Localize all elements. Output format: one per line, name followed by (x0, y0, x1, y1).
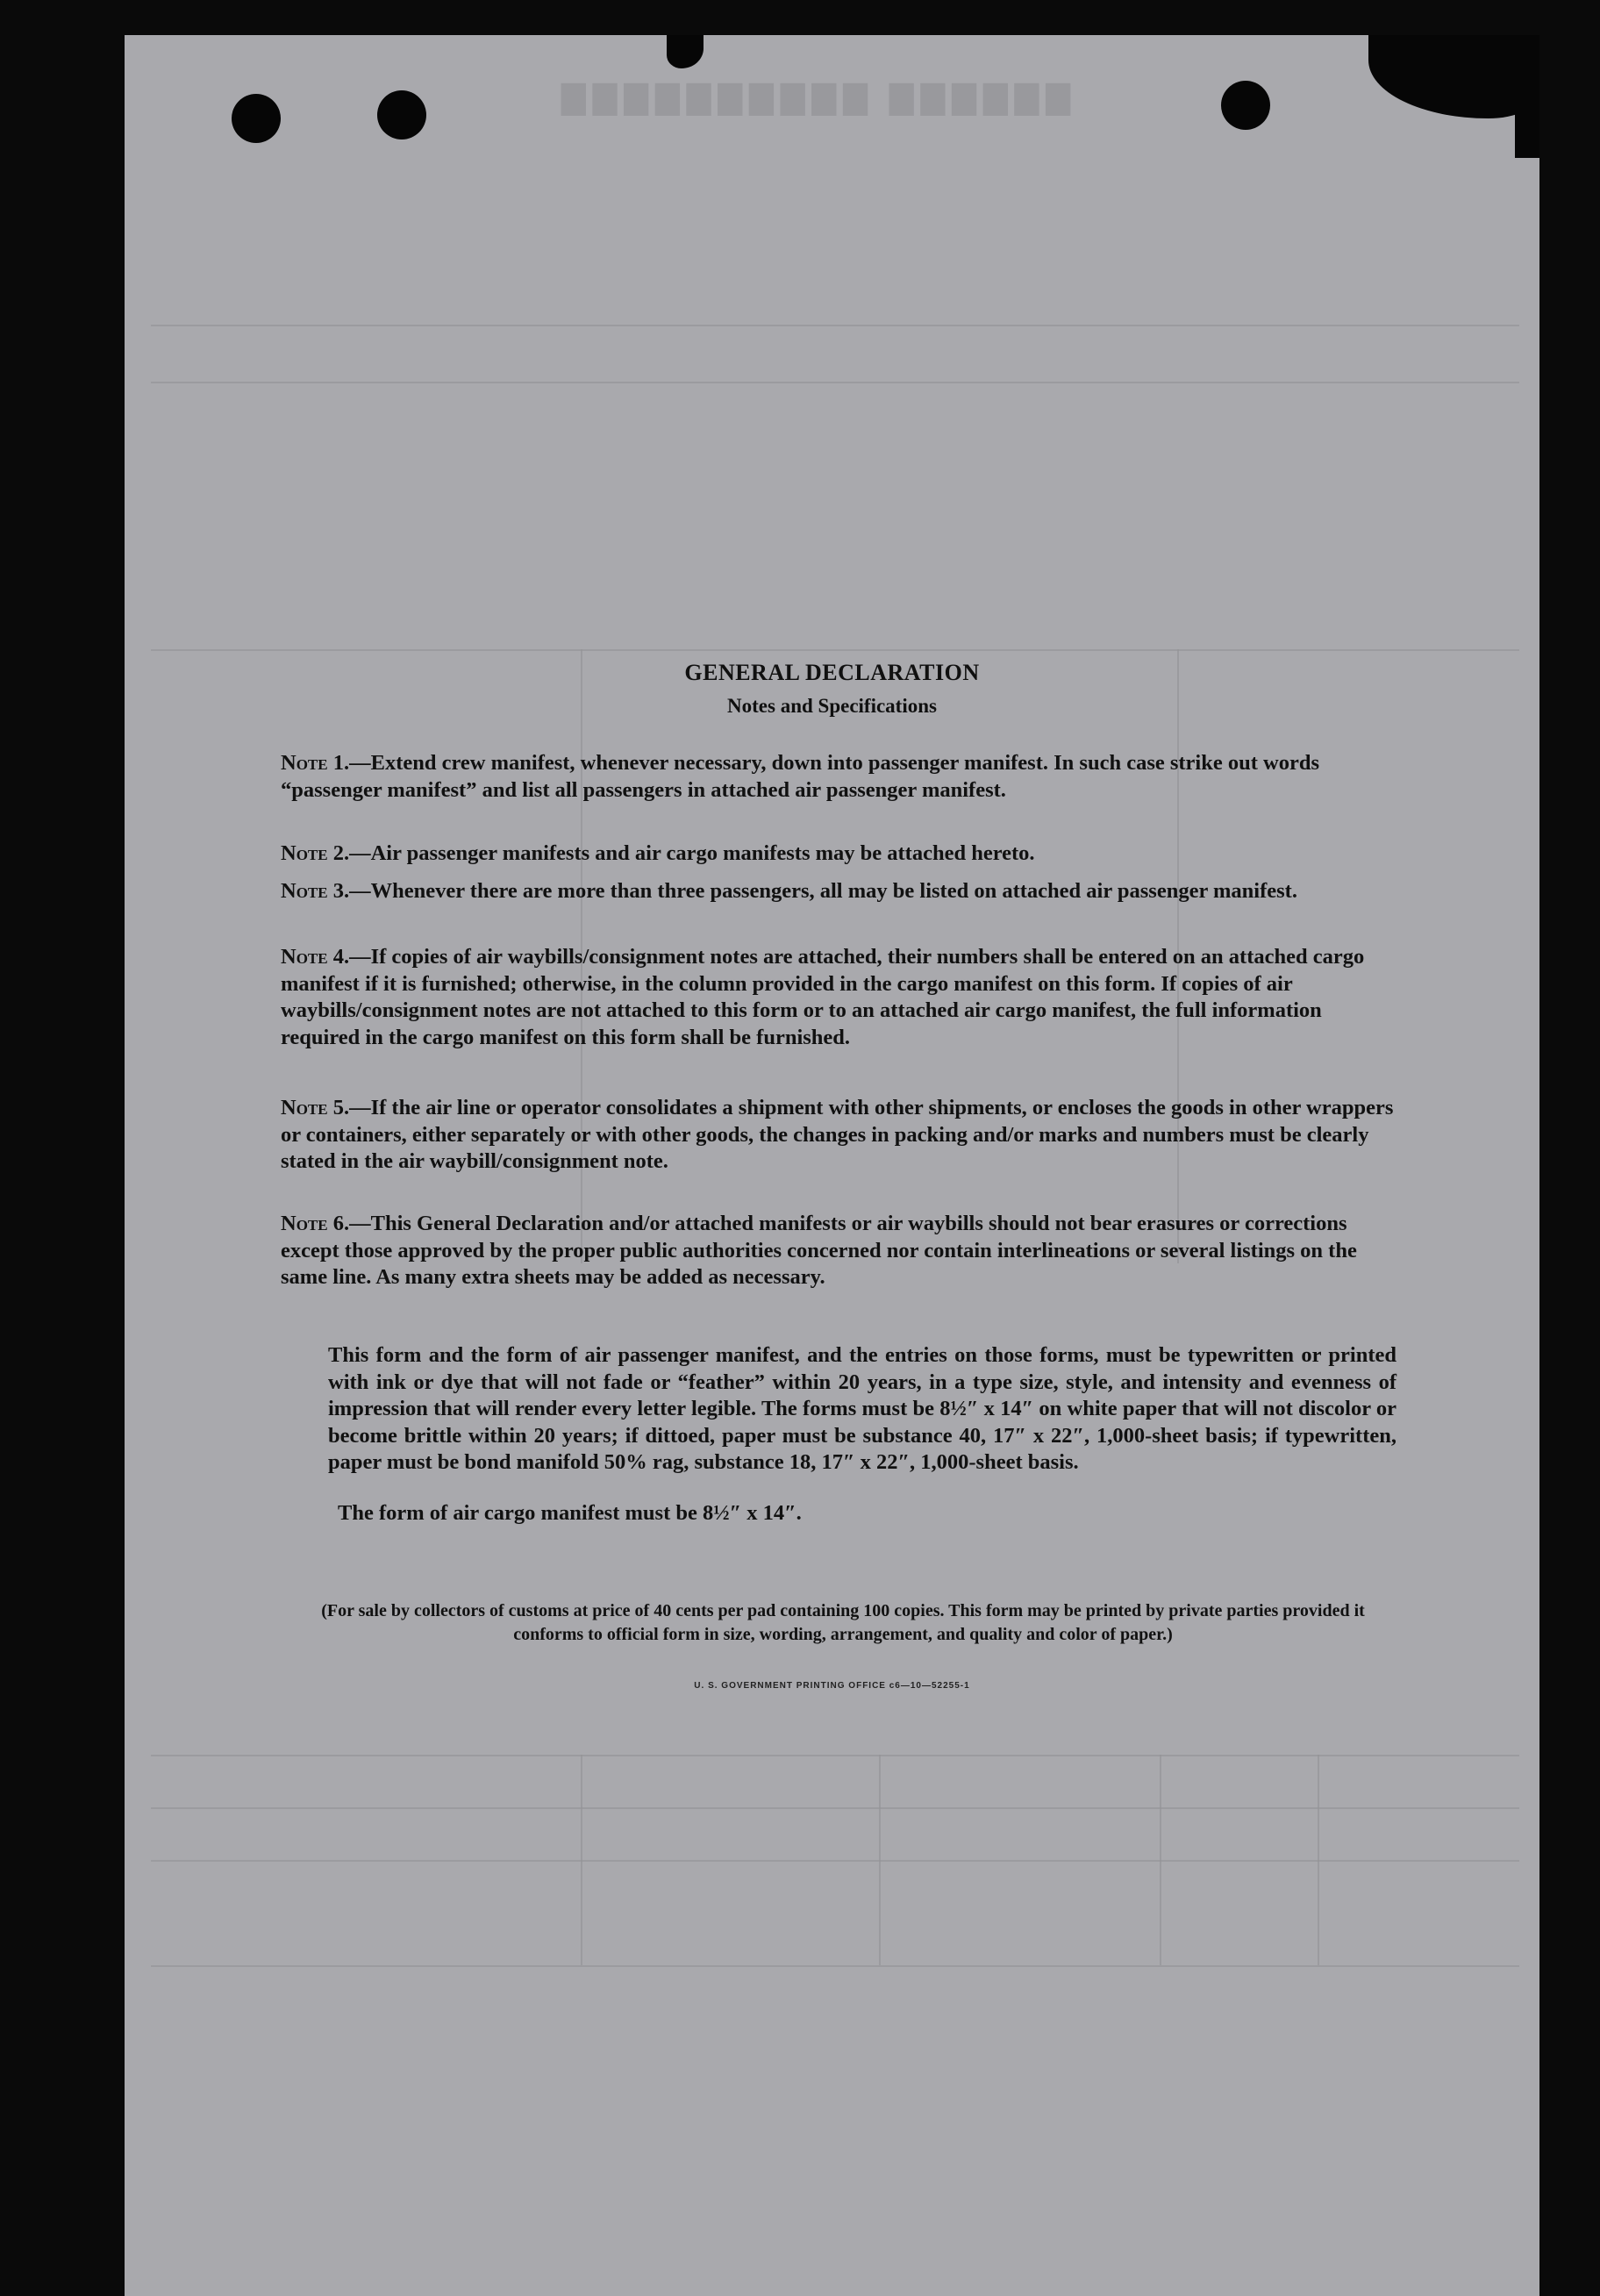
note-tag: Note 4. (281, 945, 350, 969)
note-text: —Extend crew manifest, whenever necessary, down into passenger manifest. In such case strike out words “passenger manifest” and list all passengers in attached air passenger manifest. (281, 751, 1319, 802)
torn-edge (1368, 35, 1539, 118)
note-tag: Note 3. (281, 879, 350, 903)
note-text: —This General Declaration and/or attached manifests or air waybills should not bear erasures or corrections except those approved by the proper public authorities concerned nor contain interlineations or several listings on the same line. As many extra sheets may be added as necessary. (281, 1212, 1357, 1289)
punch-hole (1221, 81, 1270, 130)
note-tag: Note 1. (281, 751, 350, 775)
note-tag: Note 6. (281, 1212, 350, 1235)
bleed-through-rule (581, 1755, 582, 1965)
printer-line: U. S. GOVERNMENT PRINTING OFFICE c6—10—52255-1 (694, 1681, 970, 1691)
bleed-through-rule (1318, 1755, 1319, 1965)
note-2 (281, 840, 1395, 868)
note-4 (281, 944, 1395, 1051)
note-5 (281, 1095, 1395, 1176)
bleed-through-rule (151, 382, 1519, 383)
bleed-through-rule (151, 649, 1519, 651)
form-specification-paragraph: This form and the form of air passenger manifest, and the entries on those forms, must be typewritten or printed with ink or dye that will not fade or “feather” within 20 years, in a type size, style, and intensity and evenness of impression that will render every letter legible. The forms must be 8½″ x 14″ on white paper that will not discolor or become brittle within 20 years; if dittoed, paper must be substance 40, 17″ x 22″, 1,000-sheet basis; if typewritten, paper must be bond manifold 50% rag, substance 18, 17″ x 22″, 1,000-sheet basis. (328, 1343, 1396, 1474)
bleed-through-rule (151, 325, 1519, 326)
note-text: —If copies of air waybills/consignment notes are attached, their numbers shall be entered on an attached cargo manifest if it is furnished; otherwise, in the column provided in the cargo manifest on this form. If copies of air waybills/consignment notes are not attached to this form or to an attached air cargo manifest, the full information required in the cargo manifest on this form shall be furnished. (281, 945, 1365, 1049)
bleed-through-rule (151, 1755, 1519, 1756)
page-subtitle: Notes and Specifications (727, 695, 937, 717)
bleed-through-rule (151, 1860, 1519, 1862)
note-tag: Note 2. (281, 841, 350, 865)
bleed-through-rule (1160, 1755, 1161, 1965)
page-title: GENERAL DECLARATION (684, 660, 980, 685)
torn-edge (667, 35, 704, 68)
note-text: —Whenever there are more than three passengers, all may be listed on attached air passenger manifest. (349, 879, 1297, 903)
note-tag: Note 5. (281, 1096, 350, 1119)
bleed-through-rule (151, 1807, 1519, 1809)
bleed-through-rule (879, 1755, 881, 1965)
note-1 (281, 750, 1395, 804)
punch-hole (377, 90, 426, 139)
note-6 (281, 1211, 1395, 1291)
note-text: —Air passenger manifests and air cargo manifests may be attached hereto. (349, 841, 1035, 865)
note-text: —If the air line or operator consolidates a shipment with other shipments, or encloses the goods in other wrappers or containers, either separately or with other goods, the changes in packing and/or marks and numbers must be clearly stated in the air waybill/consignment note. (281, 1096, 1394, 1173)
sale-notice: (For sale by collectors of customs at price of 40 cents per pad containing 100 copies. This form may be printed by private parties provided it conforms to official form in size, wording, arrangement, and quality and color of paper.) (321, 1601, 1365, 1644)
punch-hole (232, 94, 281, 143)
note-3 (281, 878, 1395, 905)
bleed-through-header: ▇▇▇▇▇▇ ▇▇▇▇▇▇▇▇▇▇ (554, 80, 1070, 115)
cargo-form-line: The form of air cargo manifest must be 8½″ x 14″. (338, 1501, 802, 1525)
bleed-through-rule (151, 1965, 1519, 1967)
torn-edge (1515, 88, 1539, 158)
document-page (125, 35, 1539, 2296)
